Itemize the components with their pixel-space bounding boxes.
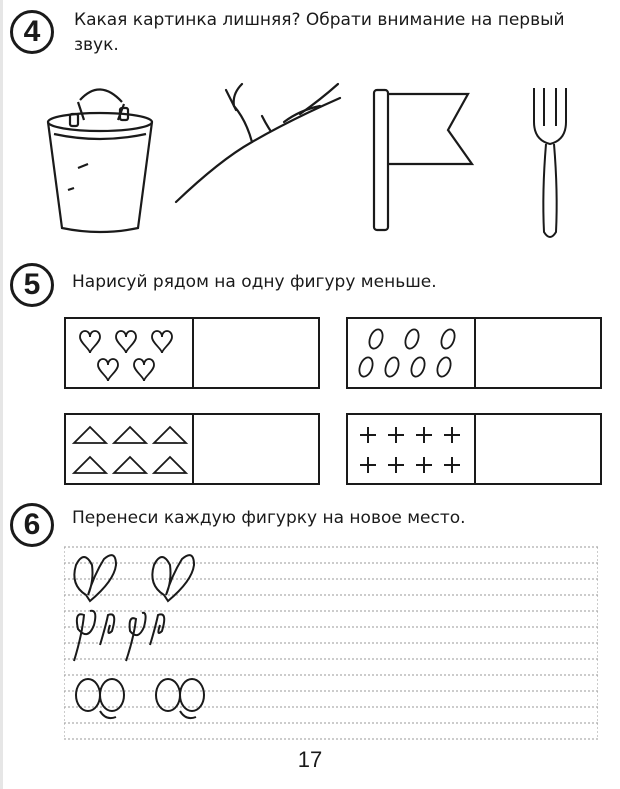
fork-icon xyxy=(520,82,580,242)
pattern-row-2 xyxy=(74,611,164,661)
page-number: 17 xyxy=(297,747,323,772)
task-5-number: 5 xyxy=(10,263,54,307)
task-4-number: 4 xyxy=(10,10,54,54)
copy-lines xyxy=(64,545,598,745)
triangles-group xyxy=(70,421,192,481)
ovals-group xyxy=(354,323,474,385)
pattern-row-3 xyxy=(76,679,204,718)
task-6-text: Перенеси каждую фигурку на новое место. xyxy=(72,508,466,528)
task-4-text: Какая картинка лишняя? Обрати внимание на первый звук. xyxy=(74,10,565,55)
shape-box-ovals xyxy=(346,317,602,389)
pluses-group xyxy=(354,421,474,481)
shape-box-triangles xyxy=(64,413,320,485)
hearts-group xyxy=(72,323,192,385)
branch-icon xyxy=(170,80,350,210)
task-6-number: 6 xyxy=(10,503,54,547)
shape-box-pluses xyxy=(346,413,602,485)
task-5-text: Нарисуй рядом на одну фигуру меньше. xyxy=(72,272,437,292)
scan-edge xyxy=(0,0,3,789)
shape-box-hearts xyxy=(64,317,320,389)
pattern-row-1 xyxy=(74,555,194,601)
bucket-icon xyxy=(40,80,160,235)
flag-icon xyxy=(368,84,478,234)
